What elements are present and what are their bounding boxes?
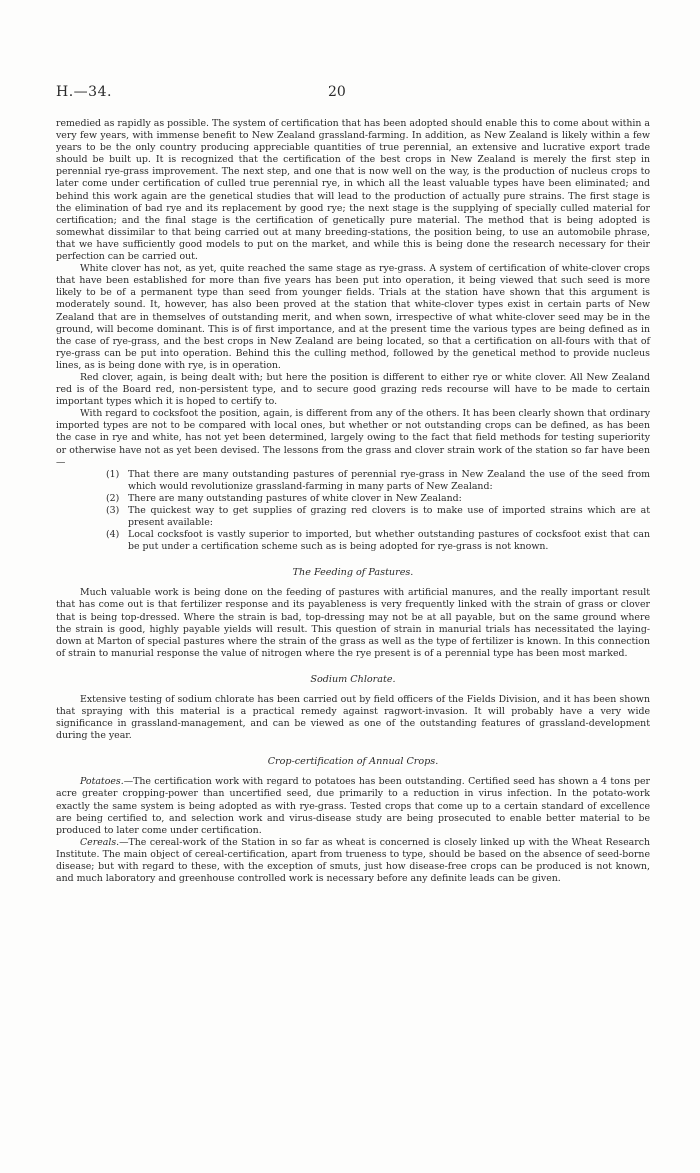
run-in-heading-cereals: Cereals. bbox=[80, 836, 120, 848]
paragraph-white-clover: White clover has not, as yet, quite reached the same stage as rye-grass. A system of certification of white-clover crops that have been established for more than five years has been put into operation, it being viewed that such seed is more likely to be of a permanent type than seed from younger fields. Trials at the station have shown that this argument is moderately sound. It, however, has also been proved at the station that white-clover types exist in certain parts of New Zealand that are in themselves of outstanding merit, and when sown, irrespective of what white-clover seed may be in the ground, will become dominant. This is of first importance, and at the present time the various types are being defined as in the case of rye-grass, and the best crops in New Zealand are being located, so that a certification on all-fours with that of rye-grass can be put into operation. Behind this the culling method, followed by the genetical method to provide nucleus lines, as is being done with rye, is in operation. bbox=[56, 263, 650, 371]
lessons-list bbox=[56, 469, 650, 554]
list-item-number: (3) bbox=[106, 505, 120, 516]
section-heading-sodium-chlorate: Sodium Chlorate. bbox=[310, 673, 396, 685]
paragraph-feeding: Much valuable work is being done on the feeding of pastures with artificial manures, and the really important result that has come out is that fertilizer response and its payableness is very frequently linked with the strain of grass or clover that is being top-dressed. Where the strain is bad, top-dressing may not be at all payable, but on the same ground where the strain is good, highly payable yields will result. This question of strain in manurial trials has necessitated the laying-down at Marton of special pastures where the strain of the grass as well as the type of fertilizer is known. In this connection of strain to manurial response the value of nitrogen where the rye present is of a perennial type has been most marked. bbox=[56, 587, 650, 659]
list-item bbox=[106, 505, 650, 529]
list-item-text: Local cocksfoot is vastly superior to imported, but whether outstanding pastures of cocksfoot exist that can be put under a certification scheme such as is being adopted for rye-grass is not known. bbox=[128, 529, 650, 553]
body-text bbox=[56, 118, 650, 885]
list-item bbox=[106, 529, 650, 553]
list-item-number: (1) bbox=[106, 468, 120, 480]
list-item bbox=[106, 493, 650, 505]
section-heading-crop-certification: Crop-certification of Annual Crops. bbox=[267, 756, 439, 768]
document-reference: H.—34. bbox=[56, 84, 112, 100]
page-number: 20 bbox=[328, 84, 346, 100]
run-in-heading-potatoes: Potatoes. bbox=[80, 776, 124, 788]
paragraph-red-clover: Red clover, again, is being dealt with; but here the position is different to either rye or white clover. All New Zealand red is of the Board red, non-persistent type, and to secure good grazing reds recourse will have to be made to certain important types which it is hoped to certify to. bbox=[56, 371, 650, 408]
list-item-number: (4) bbox=[106, 529, 120, 541]
paragraph-cereals-text: —The cereal-work of the Station in so far as wheat is concerned is closely linked up with the Wheat Research Institute. The main object of cereal-certification, apart from trueness to type, should be based on the absence of seed-borne disease; but with regard to these, with the exception of smuts, just how disease-free crops can be produced is not known, and much laboratory and greenhouse controlled work is necessary before any definite leads can be given. bbox=[56, 836, 650, 885]
paragraph-rye-grass: remedied as rapidly as possible. The system of certification that has been adopted should enable this to come about within a very few years, with immense benefit to New Zealand grassland-farming. In addition, as New Zealand is likely within a few years to be the only country producing appreciable quantities of true perennial, an extensive and lucrative export trade should be built up. It is recognized that the certification of the best crops in New Zealand is merely the first step in perennial rye-grass improvement. The next step, and one that is now well on the way, is the production of nucleus crops to later come under certification of culled true perennial rye, in which all the least valuable types have been eliminated; and behind this work again are the genetical studies that will lead to the production of actually pure strains. The first stage is the elimination of bad rye and its replacement by good rye; the next stage is the supplying of specially culled material for certification; and the final stage is the certification of genetically pure material. The method that is being adopted is somewhat dissimilar to that being carried out at many breeding-stations, the position being, to use an automobile phrase, that we have sufficiently good models to put on the market, and while this is being done the research necessary for their perfection can be carried out. bbox=[56, 118, 650, 263]
paragraph-cocksfoot: With regard to cocksfoot the position, again, is different from any of the others. It has been clearly shown that ordinary imported types are not to be compared with local ones, but whether or not outstanding crops can be defined, as has been the case in rye and white, has not yet been determined, largely owing to the fact that field methods for testing superiority or otherwise have not as yet been devised. The lessons from the grass and clover strain work of the station so far have been— bbox=[56, 408, 650, 468]
paragraph-potatoes bbox=[56, 776, 650, 836]
page-header bbox=[56, 84, 650, 104]
list-item-text: That there are many outstanding pastures of perennial rye-grass in New Zealand the use of the seed from which would revolutionize grassland-farming in many parts of New Zealand: bbox=[128, 468, 650, 492]
list-item-text: The quickest way to get supplies of grazing red clovers is to make use of imported strains which are at present available: bbox=[128, 505, 650, 529]
paragraph-sodium-chlorate: Extensive testing of sodium chlorate has been carried out by field officers of the Fields Division, and it has been shown that spraying with this material is a practical remedy against ragwort-invasion. It will probably have a very wide significance in grassland-management, and can be viewed as one of the outstanding features of grassland-development during the year. bbox=[56, 693, 650, 742]
list-item-number: (2) bbox=[106, 492, 120, 504]
list-item bbox=[106, 469, 650, 493]
list-item-text: There are many outstanding pastures of white clover in New Zealand: bbox=[128, 492, 462, 504]
paragraph-potatoes-text: —The certification work with regard to potatoes has been outstanding. Certified seed has shown a 4 tons per acre greater cropping-power than uncertified seed, due primarily to a reduction in virus infection. In the potato-work exactly the same system is being adopted as with rye-grass. Tested crops that come up to a certain standard of excellence are being certified to, and selection work and virus-disease study are being prosecuted to enable better material to be produced to later come under certification. bbox=[56, 776, 650, 836]
paragraph-cereals bbox=[56, 837, 650, 885]
section-heading-feeding: The Feeding of Pastures. bbox=[292, 567, 414, 579]
